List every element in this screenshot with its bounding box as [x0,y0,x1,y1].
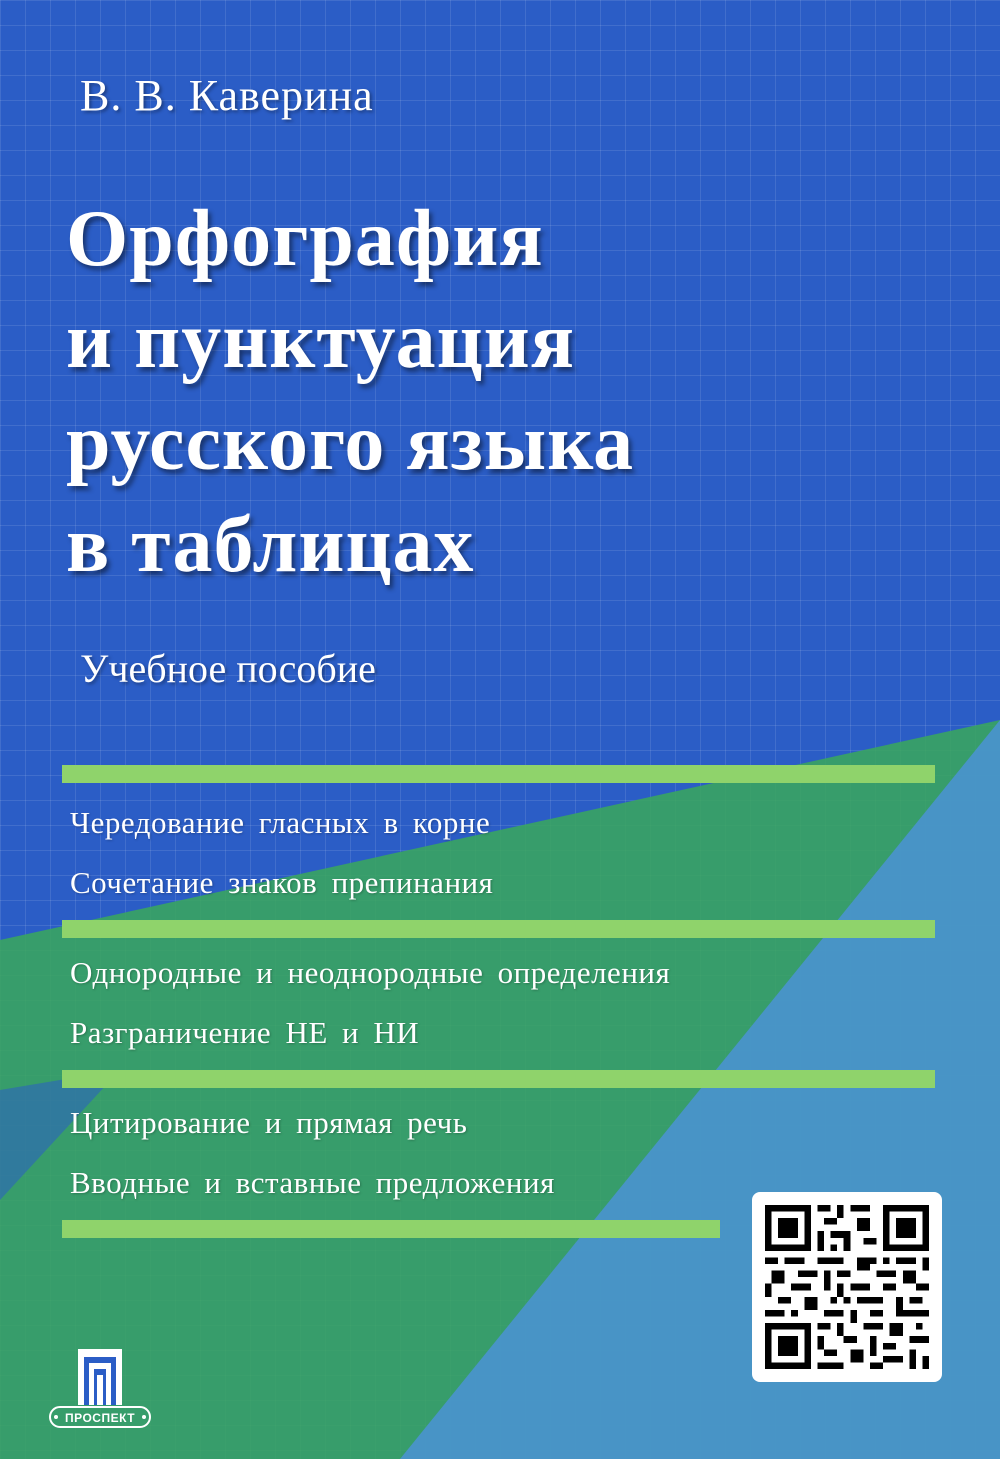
publisher-logo-icon [48,1345,152,1442]
book-subtitle: Учебное пособие [80,646,376,691]
topic-item: Однородные и неоднородные определения [70,955,671,990]
title-line: Орфография [66,195,544,283]
qr-code-icon [752,1192,942,1382]
divider-bar [62,920,935,938]
topic-item: Сочетание знаков препинания [70,865,494,900]
publisher-name: ПРОСПЕКТ [64,1411,136,1425]
publisher-logo-graphic [48,1345,152,1442]
divider-bar [62,1220,720,1238]
topic-item: Разграничение НЕ и НИ [70,1015,420,1050]
divider-bar [62,765,935,783]
qr-code-graphic [765,1205,929,1369]
topic-item: Цитирование и прямая речь [70,1105,468,1140]
book-title [66,188,634,596]
topic-item: Чередование гласных в корне [70,805,491,840]
title-line: в таблицах [66,501,475,589]
title-line: русского языка [66,399,635,487]
divider-bar [62,1070,935,1088]
author-name: В. В. Каверина [80,71,374,120]
topic-item: Вводные и вставные предложения [70,1165,555,1200]
title-line: и пунктуация [66,297,576,385]
